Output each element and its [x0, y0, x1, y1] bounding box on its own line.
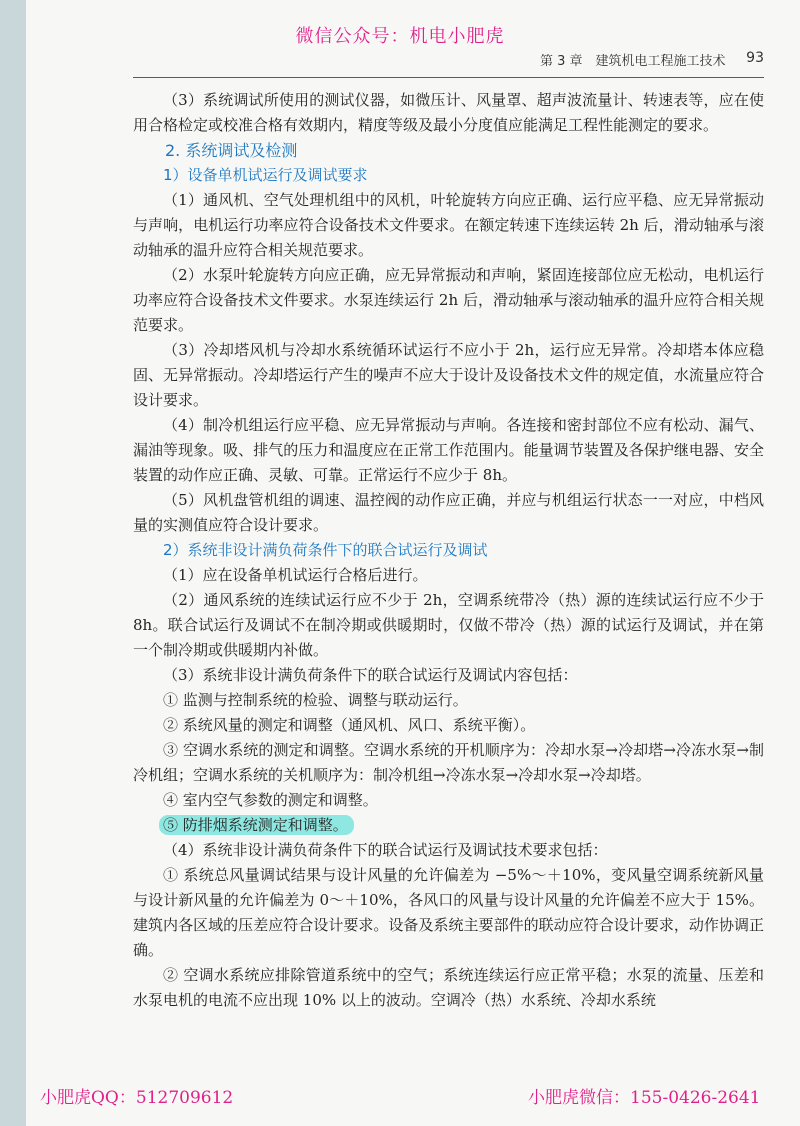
- paragraph: ② 空调水系统应排除管道系统中的空气；系统连续运行应正常平稳；水泵的流量、压差和水泵电机的电流不应出现 10% 以上的波动。空调冷（热）水系统、冷却水系统: [133, 966, 764, 1009]
- paragraph: （1）应在设备单机试运行合格后进行。: [163, 566, 428, 584]
- highlight-mark: ⑤ 防排烟系统测定和调整。: [159, 815, 354, 835]
- watermark-top: 微信公众号：机电小肥虎: [295, 26, 505, 47]
- chapter-title: 第 3 章 建筑机电工程施工技术: [540, 54, 726, 69]
- running-header: [540, 50, 764, 69]
- book-spine: [0, 0, 26, 1126]
- paragraph: （4）系统非设计满负荷条件下的联合试运行及调试技术要求包括：: [163, 841, 608, 859]
- paragraph: （2）水泵叶轮旋转方向应正确，应无异常振动和声响，紧固连接部位应无松动，电机运行功率应符合设备技术文件要求。水泵连续运行 2h 后，滑动轴承与滚动轴承的温升应符合相关规范要求。: [133, 266, 764, 334]
- paragraph: ① 监测与控制系统的检验、调整与联动运行。: [163, 691, 468, 709]
- subsection-heading: 2）系统非设计满负荷条件下的联合试运行及调试: [163, 541, 488, 559]
- paragraph: ③ 空调水系统的测定和调整。空调水系统的开机顺序为：冷却水泵→冷却塔→冷冻水泵→制冷机组；空调水系统的关机顺序为：制冷机组→冷冻水泵→冷却水泵→冷却塔。: [133, 741, 764, 784]
- watermark-wechat: 小肥虎微信：155-0426-2641: [528, 1088, 761, 1108]
- paragraph: （3）系统非设计满负荷条件下的联合试运行及调试内容包括：: [163, 666, 578, 684]
- page-number: 93: [746, 50, 764, 66]
- header-rule: [133, 77, 764, 78]
- paragraph: （5）风机盘管机组的调速、温控阀的动作应正确，并应与机组运行状态一一对应，中档风量的实测值应符合设计要求。: [133, 491, 764, 534]
- paragraph: ④ 室内空气参数的测定和调整。: [163, 791, 378, 809]
- highlighted-paragraph: [133, 813, 764, 838]
- section-heading: 2. 系统调试及检测: [165, 141, 298, 160]
- subsection-heading: 1）设备单机试运行及调试要求: [163, 166, 368, 184]
- paragraph: ① 系统总风量调试结果与设计风量的允许偏差为 −5%～＋10%，变风量空调系统新风量与设计新风量的允许偏差为 0～＋10%，各风口的风量与设计风量的允许偏差不应大于 15%。建筑内各区域的压差应符合设计要求。设备及系统主要部件的联动应符合设计要求，动作协调正确。: [133, 866, 764, 959]
- paragraph: （3）冷却塔风机与冷却水系统循环试运行不应小于 2h，运行应无异常。冷却塔本体应稳固、无异常振动。冷却塔运行产生的噪声不应大于设计及设备技术文件的规定值，水流量应符合设计要求。: [133, 341, 764, 409]
- paragraph: （3）系统调试所使用的测试仪器，如微压计、风量罩、超声波流量计、转速表等，应在使用合格检定或校准合格有效期内，精度等级及最小分度值应能满足工程性能测定的要求。: [133, 91, 764, 134]
- paragraph: （4）制冷机组运行应平稳、应无异常振动与声响。各连接和密封部位不应有松动、漏气、漏油等现象。吸、排气的压力和温度应在正常工作范围内。能量调节装置及各保护继电器、安全装置的动作应正确、灵敏、可靠。正常运行不应少于 8h。: [133, 416, 764, 484]
- paragraph: （2）通风系统的连续试运行应不少于 2h，空调系统带冷（热）源的连续试运行应不少于 8h。联合试运行及调试不在制冷期或供暖期时，仅做不带冷（热）源的试运行及调试，并在第一个制冷期或供暖期内补做。: [133, 591, 764, 659]
- paragraph: ② 系统风量的测定和调整（通风机、风口、系统平衡）。: [163, 716, 536, 734]
- watermark-qq: 小肥虎QQ：512709612: [40, 1088, 234, 1108]
- paragraph: （1）通风机、空气处理机组中的风机，叶轮旋转方向应正确、运行应平稳、应无异常振动与声响，电机运行功率应符合设备技术文件要求。在额定转速下连续运转 2h 后，滑动轴承与滚动轴承的温升应符合相关规范要求。: [133, 191, 764, 259]
- page-body: [133, 88, 764, 1013]
